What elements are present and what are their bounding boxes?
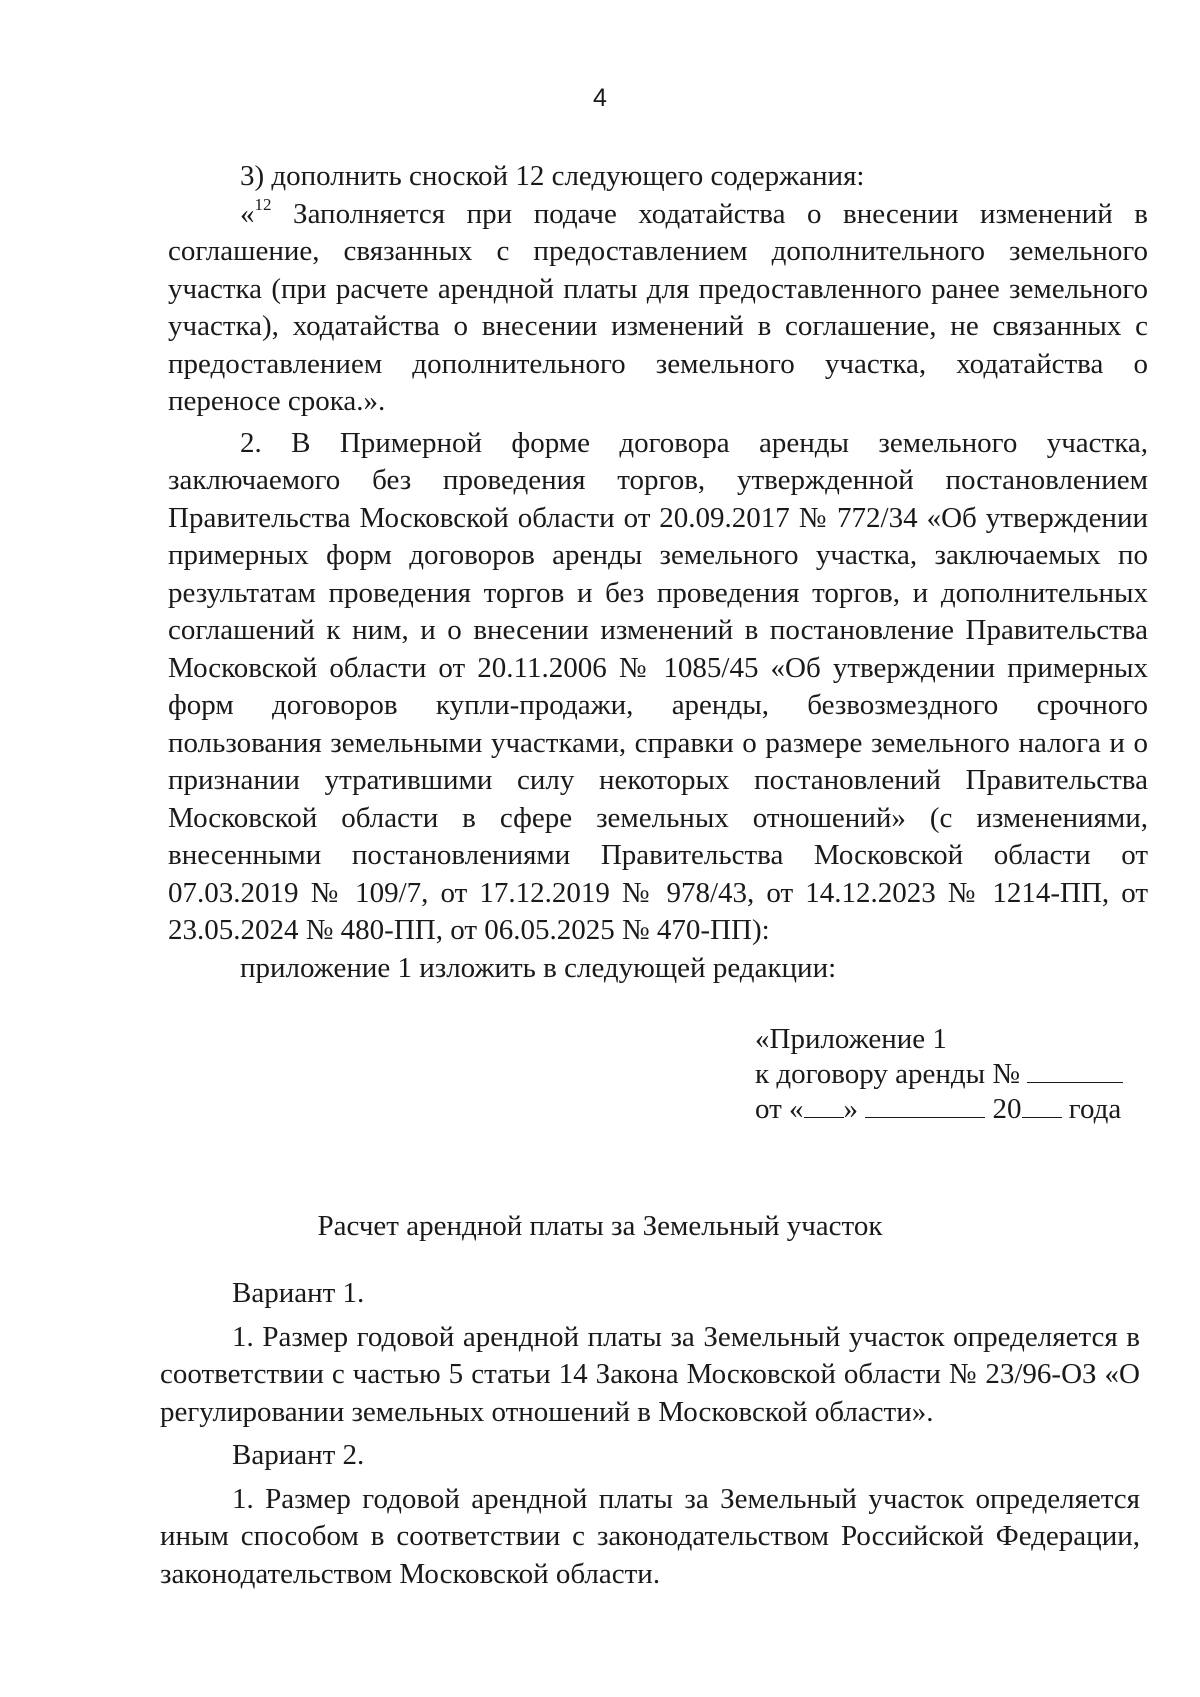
appendix-line-1: «Приложение 1 (755, 1023, 947, 1055)
section-title: Расчет арендной платы за Земельный участок (317, 1210, 883, 1242)
footnote-marker: 12 (254, 194, 272, 214)
footnote-12-paragraph (168, 196, 1148, 421)
paragraph-3: приложение 1 изложить в следующей редакции: (240, 951, 837, 984)
item-3: 3) дополнить сноской 12 следующего содержания: (240, 160, 865, 192)
variant-1-text: 1. Размер годовой арендной платы за Земельный участок определяется в соответствии с частью 5 статьи 14 Закона Московской области № 23/96-ОЗ «О регулировании земельных отношений в Московской области». (160, 1320, 1140, 1428)
footnote-text: Заполняется при подаче ходатайства о внесении изменений в соглашение, связанных с предоставлением дополнительного земельного участка (при расчете арендной платы для предоставленного ранее земельного участка), ходатайства о внесении изменений в соглашение, не связанных с предоставлением дополнительного земельного участка, ходатайства о переносе срока.». (168, 197, 1148, 417)
variants-section (160, 1275, 1140, 1593)
appendix-header (755, 1022, 1123, 1127)
page-number: 4 (593, 84, 607, 112)
contract-number-blank (1027, 1058, 1123, 1083)
variant-2-text: 1. Размер годовой арендной платы за Земельный участок определяется иным способом в соответствии с законодательством Российской Федерации, законодательством Московской области. (160, 1482, 1140, 1590)
appendix-line-3: от « » 20 года (755, 1093, 1122, 1125)
amendment-body (168, 158, 1148, 987)
year-blank (1022, 1093, 1062, 1118)
variant-2-label: Вариант 2. (232, 1439, 365, 1471)
appendix-line-2: к договору аренды № (755, 1057, 1123, 1092)
variant-1-label: Вариант 1. (232, 1277, 365, 1309)
day-blank (804, 1093, 844, 1118)
month-blank (865, 1093, 985, 1118)
paragraph-2: 2. В Примерной форме договора аренды земельного участка, заключаемого без проведения торгов, утвержденной постановлением Правительства Московской области от 20.09.2017 № 772/34 «Об утверждении примерных форм договоров аренды земельного участка, заключаемых по результатам проведения торгов и без проведения торгов, и дополнительных соглашений к ним, и о внесении изменений в постановление Правительства Московской области от 20.11.2006 № 1085/45 «Об утверждении примерных форм договоров купли-продажи, аренды, безвозмездного срочного пользования земельными участками, справки о размере земельного налога и о признании утратившими силу некоторых постановлений Правительства Московской области в сфере земельных отношений» (с изменениями, внесенными постановлениями Правительства Московской области от 07.03.2019 № 109/7, от 17.12.2019 № 978/43, от 14.12.2023 № 1214-ПП, от 23.05.2024 № 480-ПП, от 06.05.2025 № 470-ПП): (168, 426, 1148, 946)
footnote-open-quote: « (240, 197, 255, 230)
